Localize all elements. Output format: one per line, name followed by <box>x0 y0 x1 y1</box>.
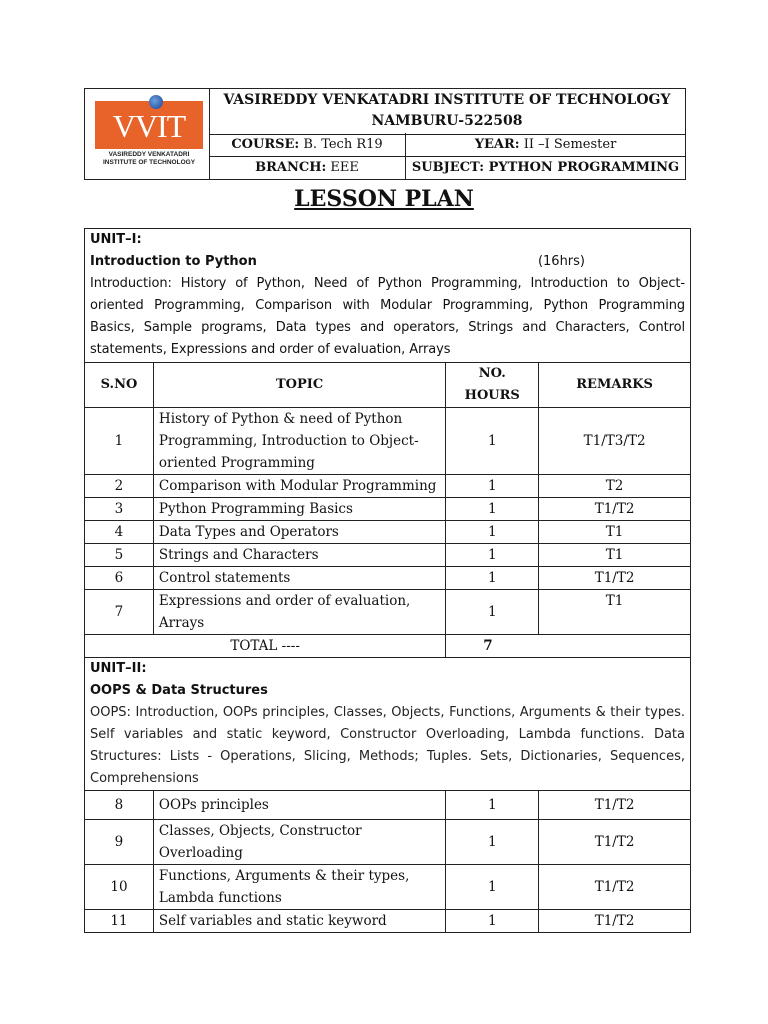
year-cell <box>406 133 685 157</box>
cell-remarks: T1/T2 <box>539 820 691 865</box>
cell-hours: 1 <box>446 865 539 910</box>
institute-name <box>209 89 685 135</box>
total-row <box>85 635 691 658</box>
subject-value: PYTHON PROGRAMMING <box>484 160 680 175</box>
cell-remarks: T1/T2 <box>539 865 691 910</box>
cell-topic: Strings and Characters <box>153 544 445 567</box>
unit1-title-line <box>90 251 685 273</box>
unit2-cell <box>85 658 691 791</box>
table-row <box>85 475 691 498</box>
table-row <box>85 590 691 635</box>
cell-topic: Self variables and static keyword <box>153 910 445 933</box>
cell-sno: 8 <box>85 791 154 820</box>
cell-hours: 1 <box>446 910 539 933</box>
cell-remarks: T1/T2 <box>539 567 691 590</box>
table-row <box>85 820 691 865</box>
page-title-text: LESSON PLAN <box>294 186 474 212</box>
cell-hours: 1 <box>446 498 539 521</box>
cell-topic: Python Programming Basics <box>153 498 445 521</box>
cell-topic: Classes, Objects, Constructor Overloading <box>153 820 445 865</box>
cell-remarks: T1 <box>539 521 691 544</box>
globe-icon <box>149 95 163 109</box>
logo-cell <box>85 89 210 179</box>
cell-sno: 10 <box>85 865 154 910</box>
cell-sno: 11 <box>85 910 154 933</box>
unit1-cell <box>85 229 691 363</box>
table-row <box>85 791 691 820</box>
table-row <box>85 910 691 933</box>
cell-topic: Comparison with Modular Programming <box>153 475 445 498</box>
cell-hours: 1 <box>446 567 539 590</box>
unit2-label: UNIT–II: <box>90 661 147 676</box>
unit1-row <box>85 229 691 363</box>
page-title <box>0 186 768 212</box>
cell-topic: History of Python & need of Python Programming, Introduction to Object-oriented Programming <box>153 408 445 475</box>
subject-label: SUBJECT: <box>411 160 485 175</box>
year-value: II –I Semester <box>519 137 617 152</box>
col-hours <box>446 363 539 408</box>
branch-value: EEE <box>326 160 359 175</box>
cell-hours: 1 <box>446 544 539 567</box>
table-row <box>85 865 691 910</box>
unit2-name: OOPS & Data Structures <box>90 683 268 698</box>
branch-label: BRANCH: <box>255 160 327 175</box>
lesson-plan-table <box>84 228 691 933</box>
institute-logo <box>95 95 203 171</box>
institute-line1: VASIREDDY VENKATADRI INSTITUTE OF TECHNOLOGY <box>223 92 671 108</box>
total-label: TOTAL ---- <box>85 635 446 658</box>
unit2-description: OOPS: Introduction, OOPs principles, Classes, Objects, Functions, Arguments & their types. Self variables and static keyword, Constructor Overloading, Lambda functions. Data Structures: Lists - Operations, Slicing, Methods; Tuples. Sets, Dictionaries, Sequences, Comprehensions <box>90 705 685 786</box>
table-row <box>85 408 691 475</box>
table-row <box>85 521 691 544</box>
header-table <box>84 88 686 180</box>
subject-cell <box>406 157 685 179</box>
institute-line2: NAMBURU-522508 <box>371 113 523 129</box>
cell-hours: 1 <box>446 820 539 865</box>
col-topic: TOPIC <box>153 363 445 408</box>
cell-remarks: T1/T2 <box>539 498 691 521</box>
col-remarks: REMARKS <box>539 363 691 408</box>
cell-topic: OOPs principles <box>153 791 445 820</box>
cell-remarks: T1/T2 <box>539 910 691 933</box>
course-label: COURSE: <box>231 137 300 152</box>
cell-hours: 1 <box>446 590 539 635</box>
logo-subtitle <box>95 151 203 167</box>
cell-hours: 1 <box>446 475 539 498</box>
cell-sno: 4 <box>85 521 154 544</box>
unit1-description: Introduction: History of Python, Need of Python Programming, Introduction to Object-oriented Programming, Comparison with Modular Programming, Python Programming Basics, Sample programs, Data types and operators, Strings and Characters, Control statements, Expressions and order of evaluation, Arrays <box>90 276 685 357</box>
cell-remarks: T1 <box>539 590 691 635</box>
cell-remarks: T1/T2 <box>539 791 691 820</box>
unit1-name: Introduction to Python <box>90 254 257 269</box>
year-label: YEAR: <box>474 137 520 152</box>
unit2-row <box>85 658 691 791</box>
cell-hours: 1 <box>446 791 539 820</box>
logo-subtitle-line1: VASIREDDY VENKATADRI <box>108 151 190 158</box>
table-row <box>85 567 691 590</box>
branch-cell <box>209 157 406 179</box>
table-row <box>85 498 691 521</box>
cell-sno: 7 <box>85 590 154 635</box>
cell-sno: 3 <box>85 498 154 521</box>
cell-sno: 6 <box>85 567 154 590</box>
cell-topic: Functions, Arguments & their types, Lambda functions <box>153 865 445 910</box>
cell-remarks: T1 <box>539 544 691 567</box>
logo-text: VVIT <box>112 108 186 144</box>
lesson-plan-body <box>85 229 691 933</box>
table-row <box>85 544 691 567</box>
course-value: B. Tech R19 <box>299 137 383 152</box>
col-sno: S.NO <box>85 363 154 408</box>
cell-remarks: T2 <box>539 475 691 498</box>
unit1-hours: (16hrs) <box>537 254 585 269</box>
total-value: 7 <box>446 635 691 658</box>
cell-remarks: T1/T3/T2 <box>539 408 691 475</box>
cell-sno: 2 <box>85 475 154 498</box>
cell-topic: Data Types and Operators <box>153 521 445 544</box>
course-cell <box>209 133 406 157</box>
logo-subtitle-line2: INSTITUTE OF TECHNOLOGY <box>102 159 196 166</box>
cell-hours: 1 <box>446 408 539 475</box>
cell-sno: 1 <box>85 408 154 475</box>
col-hours-line2: HOURS <box>464 388 520 403</box>
column-header-row <box>85 363 691 408</box>
cell-topic: Control statements <box>153 567 445 590</box>
unit1-label: UNIT–I: <box>90 232 142 247</box>
col-hours-line1: NO. <box>478 366 506 381</box>
cell-hours: 1 <box>446 521 539 544</box>
cell-topic: Expressions and order of evaluation, Arrays <box>153 590 445 635</box>
cell-sno: 9 <box>85 820 154 865</box>
cell-sno: 5 <box>85 544 154 567</box>
